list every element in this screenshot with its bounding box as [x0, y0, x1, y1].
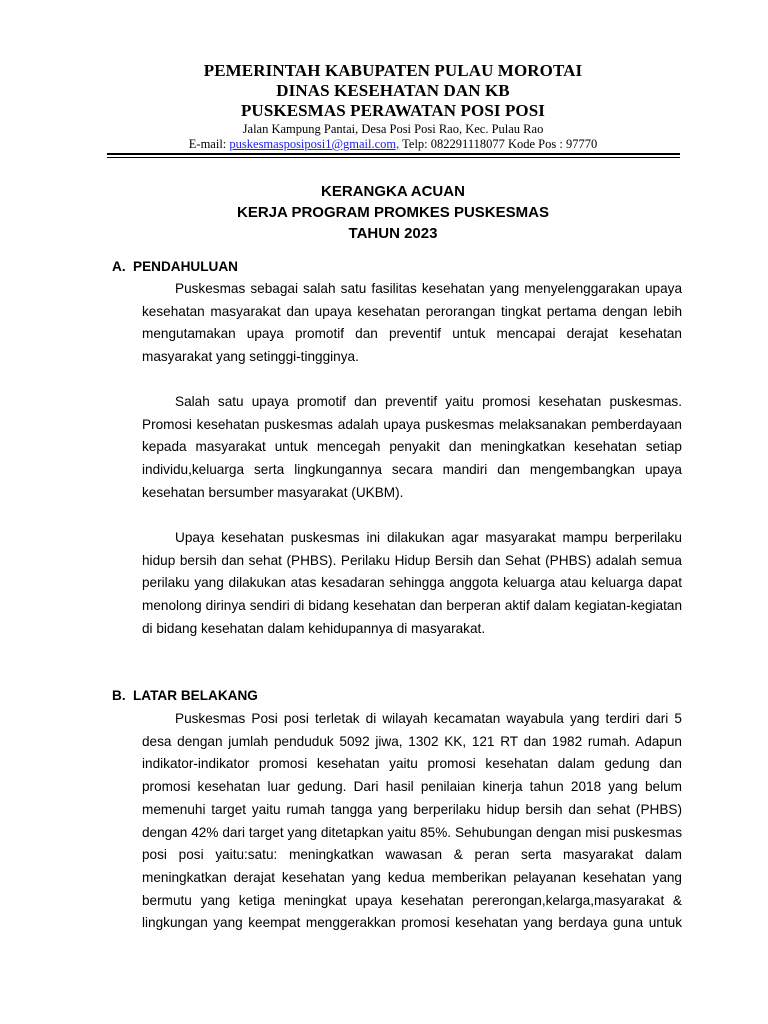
section-a-letter: A.: [112, 259, 126, 274]
document-title: [0, 181, 768, 244]
section-a-title: PENDAHULUAN: [133, 259, 238, 274]
title-line-3: TAHUN 2023: [348, 225, 438, 242]
letterhead-institution: PUSKESMAS PERAWATAN POSI POSI: [240, 101, 546, 120]
letterhead-address: Jalan Kampung Pantai, Desa Posi Posi Rao, Kec. Pulau Rao: [242, 122, 544, 136]
section-a-paragraph-2: Salah satu upaya promotif dan preventif yaitu promosi kesehatan puskesmas. Promosi kesehatan puskesmas adalah upaya puskesmas melaksanakan pemberdayaan kepada masyarakat untuk mencegah penyakit dan meningkatkan kesehatan setiap individu,keluarga serta lingkungannya secara mandiri dan mengembangkan upaya kesehatan bersumber masyarakat (UKBM).: [142, 394, 682, 500]
section-a-paragraph-1: Puskesmas sebagai salah satu fasilitas kesehatan yang menyelenggarakan upaya kesehatan masyarakat dan upaya kesehatan perorangan tingkat pertama dengan lebih mengutamakan upaya promotif dan preventif untuk mencapai derajat kesehatan masyarakat yang setinggi-tingginya.: [142, 281, 682, 365]
title-line-2: KERJA PROGRAM PROMKES PUSKESMAS: [237, 204, 549, 221]
email-label: E-mail:: [188, 137, 230, 151]
letterhead-government: PEMERINTAH KABUPATEN PULAU MOROTAI: [203, 61, 583, 80]
section-b-heading: [112, 687, 258, 705]
letterhead-department: DINAS KESEHATAN DAN KB: [276, 81, 510, 100]
section-b-paragraph-1: Puskesmas Posi posi terletak di wilayah kecamatan wayabula yang terdiri dari 5 desa dengan jumlah penduduk 5092 jiwa, 1302 KK, 121 RT dan 1982 rumah. Adapun indikator-indikator promosi kesehatan yaitu promosi kesehatan dalam gedung dan promosi kesehatan luar gedung. Dari hasil penilaian kinerja tahun 2018 yang belum memenuhi target yaitu rumah tangga yang berperilaku hidup bersih dan sehat (PHBS) dengan 42% dari target yang ditetapkan yaitu 85%. Sehubungan dengan misi puskesmas posi posi yaitu:satu: meningkatkan wawasan & peran serta masyarakat dalam meningkatkan derajat kesehatan yang kedua memberikan pelayanan kesehatan yang bermutu yang ketiga meningkat upaya kesehatan pererongan,kelarga,masyarakat & lingkungan yang keempat menggerakkan promosi kesehatan yang berdaya guna untuk: [142, 711, 682, 931]
letterhead-divider-thin: [107, 157, 680, 158]
section-b-letter: B.: [112, 688, 126, 703]
title-line-1: KERANGKA ACUAN: [321, 183, 465, 200]
letterhead-divider-thick: [107, 153, 680, 155]
section-b-title: LATAR BELAKANG: [133, 688, 258, 703]
phone-postal: Telp: 082291118077 Kode Pos : 97770: [399, 137, 598, 151]
section-a-paragraph-3: Upaya kesehatan puskesmas ini dilakukan agar masyarakat mampu berperilaku hidup bersih dan sehat (PHBS). Perilaku Hidup Bersih dan Sehat (PHBS) adalah semua perilaku yang dilakukan atas kesadaran sehingga anggota keluarga atau keluarga dapat menolong dirinya sendiri di bidang kesehatan dan berperan aktif dalam kegiatan-kegiatan di bidang kesehatan dalam kehidupannya di masyarakat.: [142, 530, 682, 636]
letterhead: [0, 61, 768, 152]
section-a-heading: [112, 258, 238, 276]
letterhead-contact: [0, 137, 768, 152]
email-link[interactable]: puskesmasposiposi1@gmail.com,: [229, 137, 400, 151]
